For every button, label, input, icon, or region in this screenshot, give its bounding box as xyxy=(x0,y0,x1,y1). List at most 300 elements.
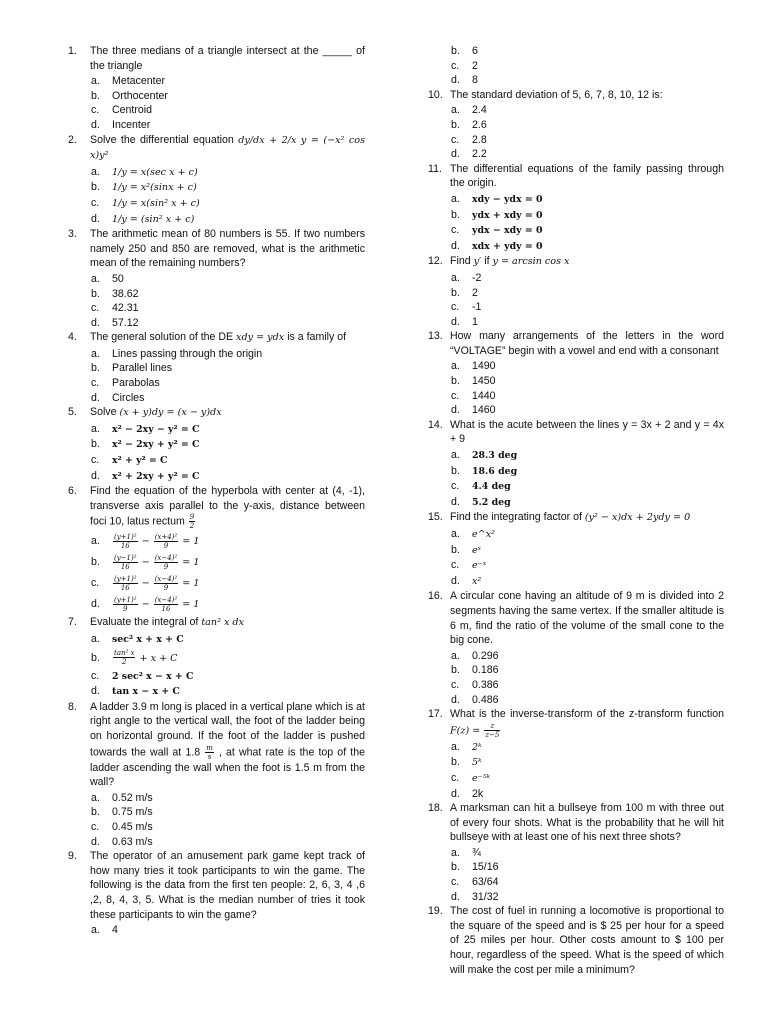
answer-option xyxy=(428,890,724,905)
question-text: Solve (x + y)dy = (x − y)dx xyxy=(90,406,222,419)
question-number: 11. xyxy=(428,162,442,175)
answer-option xyxy=(68,287,365,302)
option-letter: c. xyxy=(451,559,460,572)
answer-option xyxy=(428,223,724,239)
option-letter: b. xyxy=(451,464,460,477)
option-letter: b. xyxy=(451,861,460,874)
option-text: tan x − x + C xyxy=(112,686,180,698)
answer-option xyxy=(68,573,365,594)
options-list xyxy=(68,347,365,405)
option-text: 1/y = x(sin² x + c) xyxy=(112,197,200,209)
option-text: 4 xyxy=(112,924,118,937)
fraction-denominator: 16 xyxy=(161,605,171,614)
option-letter: b. xyxy=(91,181,100,194)
option-letter: d. xyxy=(451,693,460,706)
option-text: Incenter xyxy=(112,118,151,131)
option-text: 1 xyxy=(472,315,478,328)
fraction xyxy=(113,533,138,550)
option-letter: d. xyxy=(91,316,100,329)
answer-option xyxy=(428,527,724,543)
option-text: e⁻⁵ᵏ xyxy=(472,772,491,784)
option-letter: a. xyxy=(91,633,100,645)
option-text: eˣ xyxy=(472,544,482,556)
math-text: − xyxy=(138,599,153,611)
option-text: 2 xyxy=(472,59,478,72)
option-letter: b. xyxy=(451,375,460,388)
answer-option xyxy=(68,196,365,212)
answer-option xyxy=(428,147,724,162)
option-text: x² − 2xy − y² = C xyxy=(112,423,200,435)
answer-option xyxy=(428,448,724,464)
option-letter: d. xyxy=(451,890,460,903)
option-letter: a. xyxy=(451,740,460,753)
question-text: Find the equation of the hyperbola with center at (4, -1), transverse axis parallel to the y-axis, distance between foci 10, latus rectum $\frac{9}{2}$ xyxy=(90,485,365,531)
option-letter: b. xyxy=(451,664,460,677)
question xyxy=(428,589,724,647)
option-letter: c. xyxy=(451,876,460,889)
math-text: (x + y)dy = (x − y)dx xyxy=(119,407,222,419)
option-text: Orthocenter xyxy=(112,89,168,102)
fraction xyxy=(205,744,214,761)
math-text: (y² − x)dx + 2ydy = 0 xyxy=(584,512,691,524)
question-number: 10. xyxy=(428,88,443,101)
option-letter: a. xyxy=(451,104,460,117)
question-number: 17. xyxy=(428,708,443,721)
answer-option xyxy=(428,787,724,802)
option-text: 0.296 xyxy=(472,649,499,662)
answer-option xyxy=(68,301,365,316)
question-text: The three medians of a triangle intersect at the _____ of the triangle xyxy=(90,45,365,72)
option-text: 2ᵏ xyxy=(472,741,482,753)
options-list xyxy=(68,165,365,227)
option-text: 63/64 xyxy=(472,876,499,889)
answer-option xyxy=(428,846,724,861)
question-text: The operator of an amusement park game kept track of how many tries it took participants to win the game. The following is the data from the first ten people: 2, 6, 3, 4 ,6 ,2, 8, 4, 3, 5. What is the median number of tries it took these participants to win the game? xyxy=(90,850,365,921)
option-letter: c. xyxy=(91,302,100,315)
answer-option xyxy=(428,359,724,374)
answer-option xyxy=(68,74,365,89)
option-letter: c. xyxy=(451,59,460,72)
option-text: Circles xyxy=(112,391,145,404)
option-letter: a. xyxy=(451,192,460,205)
option-letter: b. xyxy=(91,651,100,664)
option-letter: a. xyxy=(91,924,100,937)
answer-option xyxy=(428,300,724,315)
fraction-numerator: tan² x xyxy=(114,649,135,658)
answer-option xyxy=(428,73,724,88)
question xyxy=(428,254,724,270)
option-letter: c. xyxy=(451,301,460,314)
option-text: 18.6 deg xyxy=(472,465,518,477)
option-letter: a. xyxy=(91,422,100,435)
option-text: 0.45 m/s xyxy=(112,820,153,833)
answer-option xyxy=(68,531,365,552)
answer-option xyxy=(68,923,365,938)
answer-option xyxy=(68,212,365,228)
question-number: 7. xyxy=(68,616,77,629)
option-letter: a. xyxy=(91,272,100,285)
question xyxy=(428,707,724,739)
answer-option xyxy=(428,771,724,787)
answer-option xyxy=(428,239,724,255)
option-text: 6 xyxy=(472,45,478,57)
question-text: The cost of fuel in running a locomotive is proportional to the square of the speed and is $ 25 per hour for a speed of 25 miles per hour. Other costs amount to $ 100 per hour, regardless of the speed. What is the speed of which will make the cost per mile a minimum? xyxy=(450,905,724,976)
option-letter: d. xyxy=(91,118,100,131)
answer-option xyxy=(428,860,724,875)
answer-option xyxy=(68,272,365,287)
option-letter: c. xyxy=(451,771,460,784)
options-list xyxy=(428,359,724,417)
math-text: = 1 xyxy=(179,557,200,569)
math-text: − xyxy=(138,578,153,590)
question xyxy=(68,849,365,922)
answer-option xyxy=(68,684,365,700)
answer-option xyxy=(68,805,365,820)
option-text: sec² x + x + C xyxy=(112,634,184,645)
question-number: 18. xyxy=(428,802,443,815)
answer-option xyxy=(68,361,365,376)
option-text: 1450 xyxy=(472,375,496,388)
fraction xyxy=(154,596,179,613)
option-letter: b. xyxy=(451,756,460,769)
fraction-denominator: 16 xyxy=(120,563,130,572)
option-text: Parallel lines xyxy=(112,362,173,375)
answer-option xyxy=(428,479,724,495)
math-text: = 1 xyxy=(179,536,200,548)
answer-option xyxy=(428,543,724,559)
options-list xyxy=(428,192,724,254)
question-number: 5. xyxy=(68,406,77,419)
fraction-denominator: 9 xyxy=(123,605,128,614)
question xyxy=(428,418,724,447)
math-text: = 1 xyxy=(179,578,200,590)
answer-option xyxy=(68,165,365,181)
option-letter: b. xyxy=(91,362,100,375)
math-text: xdy = ydx xyxy=(236,332,288,344)
options-list xyxy=(428,740,724,801)
answer-option xyxy=(68,118,365,133)
option-letter: b. xyxy=(91,89,100,102)
option-text: 0.386 xyxy=(472,678,499,691)
answer-option xyxy=(68,469,365,485)
question xyxy=(68,484,365,530)
question-text: A marksman can hit a bullseye from 100 m with three out of every four shots. What is the probability that he will hit bullseye with at least one of his next three shots? xyxy=(450,802,724,844)
question-text: A ladder 3.9 m long is placed in a vertical plane which is at right angle to the vertical wall, the foot of the ladder being on horizontal ground. If the foot of the ladder is pushed towards the wall at 1.8 $\frac{m}{s}$ , at what rate is the top of the ladder ascending the wall when the foot is 1.5 m from the wall? xyxy=(90,700,365,789)
answer-option xyxy=(68,791,365,806)
answer-option xyxy=(428,208,724,224)
question xyxy=(68,330,365,346)
option-text: 2.6 xyxy=(472,118,487,131)
fraction-denominator: 9 xyxy=(163,542,169,551)
option-letter: d. xyxy=(451,495,460,508)
answer-option xyxy=(68,632,365,648)
fraction-numerator: (y−1)² xyxy=(114,554,137,563)
answer-option xyxy=(68,835,365,850)
answer-option xyxy=(428,495,724,511)
option-text: 50 xyxy=(112,272,124,285)
answer-option xyxy=(68,552,365,573)
option-text: -2 xyxy=(472,271,482,284)
option-text: 5ᵏ xyxy=(472,757,482,769)
question-text: The arithmetic mean of 80 numbers is 55. If two numbers namely 250 and 850 are removed, what is the arithmetic mean of the remaining numbers? xyxy=(90,228,365,270)
answer-option xyxy=(428,574,724,590)
options-list-continued xyxy=(428,44,724,88)
question xyxy=(428,88,724,103)
math-text: − xyxy=(138,536,153,548)
fraction xyxy=(189,513,195,530)
question xyxy=(428,329,724,358)
answer-option xyxy=(68,669,365,685)
answer-option xyxy=(428,192,724,208)
option-text: e⁻ˣ xyxy=(472,560,487,572)
fraction-denominator: 2 xyxy=(189,522,195,531)
option-letter: b. xyxy=(91,806,100,819)
option-letter: d. xyxy=(91,391,100,404)
option-letter: c. xyxy=(91,820,100,833)
math-text: − xyxy=(138,557,153,569)
option-text: 2.2 xyxy=(472,148,487,161)
option-text: Lines passing through the origin xyxy=(112,347,263,360)
option-text: x² + 2xy + y² = C xyxy=(112,470,200,482)
question xyxy=(428,510,724,526)
answer-option xyxy=(428,118,724,133)
question xyxy=(428,904,724,977)
question-number: 15. xyxy=(428,511,443,524)
math-text: tan² x dx xyxy=(201,617,244,629)
answer-option xyxy=(68,180,365,196)
options-list xyxy=(68,632,365,700)
option-letter: c. xyxy=(91,669,100,682)
option-letter: a. xyxy=(91,165,100,178)
fraction-denominator: 9 xyxy=(163,563,169,572)
answer-option xyxy=(428,44,724,59)
option-letter: a. xyxy=(91,75,100,88)
question-text: Evaluate the integral of tan² x dx xyxy=(90,616,244,629)
option-letter: c. xyxy=(91,377,100,390)
question-text: The standard deviation of 5, 6, 7, 8, 10, 12 is: xyxy=(450,88,663,101)
option-text: e^x² xyxy=(472,529,495,540)
question xyxy=(428,801,724,845)
option-text: Metacenter xyxy=(112,75,165,88)
answer-option xyxy=(428,693,724,708)
fraction-numerator: m xyxy=(206,743,213,752)
question-text: What is the inverse-transform of the z-transform function F(z) = $\frac{z}{z-5}$ xyxy=(450,708,724,739)
option-text: 2.8 xyxy=(472,133,487,146)
math-text: + x + C xyxy=(136,652,178,664)
fraction xyxy=(113,554,138,571)
options-list xyxy=(428,271,724,329)
fraction-numerator: (x−4)² xyxy=(154,554,178,563)
question-number: 3. xyxy=(68,228,77,241)
fraction xyxy=(113,596,138,613)
answer-option xyxy=(428,133,724,148)
options-list xyxy=(68,74,365,132)
option-letter: d. xyxy=(451,787,460,800)
option-letter: c. xyxy=(91,577,100,590)
option-letter: c. xyxy=(451,133,460,146)
answer-option xyxy=(68,437,365,453)
answer-option xyxy=(428,740,724,756)
question-number: 6. xyxy=(68,485,77,498)
fraction-denominator: 16 xyxy=(120,542,130,551)
option-letter: b. xyxy=(451,45,460,57)
fraction xyxy=(113,575,138,592)
fraction-numerator: 9 xyxy=(189,513,195,522)
option-letter: a. xyxy=(451,271,460,284)
option-letter: d. xyxy=(451,315,460,328)
option-letter: a. xyxy=(451,649,460,662)
options-list xyxy=(428,103,724,161)
option-letter: c. xyxy=(91,196,100,209)
fraction-numerator: (x−4)² xyxy=(154,575,178,584)
right-column xyxy=(428,44,724,978)
question-text: Solve the differential equation dy/dx + 2/x y = (−x² cos x)y² xyxy=(90,133,365,162)
option-letter: a. xyxy=(451,846,460,859)
option-letter: b. xyxy=(451,208,460,221)
math-text: dy/dx + 2/x y = (−x² cos x)y² xyxy=(90,134,365,162)
answer-option xyxy=(428,286,724,301)
options-list xyxy=(428,649,724,707)
option-text: x² − 2xy + y² = C xyxy=(112,439,200,451)
option-text: 38.62 xyxy=(112,287,139,300)
option-text: 0.186 xyxy=(472,664,499,677)
options-list xyxy=(428,846,724,904)
answer-option xyxy=(68,820,365,835)
answer-option xyxy=(68,347,365,362)
option-letter: b. xyxy=(451,286,460,299)
option-text: 31/32 xyxy=(472,890,499,903)
option-text: 1440 xyxy=(472,389,496,402)
question-number: 12. xyxy=(428,255,443,268)
options-list xyxy=(428,527,724,589)
option-text: 1/y = (sin² x + c) xyxy=(112,213,195,225)
option-letter: b. xyxy=(91,287,100,300)
option-letter: a. xyxy=(91,791,100,804)
option-letter: d. xyxy=(451,148,460,161)
fraction xyxy=(154,575,179,592)
fraction-denominator: s xyxy=(207,752,212,761)
answer-option xyxy=(428,374,724,389)
answer-option xyxy=(428,875,724,890)
option-text: 2 xyxy=(472,286,478,299)
option-text: 2 sec² x − x + C xyxy=(112,670,194,682)
option-text: 15/16 xyxy=(472,861,499,874)
option-text: ydx − xdy = 0 xyxy=(472,225,543,237)
option-text: ydx + xdy = 0 xyxy=(472,209,543,221)
fraction xyxy=(154,533,179,550)
answer-option xyxy=(428,464,724,480)
answer-option xyxy=(428,389,724,404)
fraction-denominator: z−5 xyxy=(485,730,500,739)
options-list xyxy=(68,422,365,484)
question-text: The differential equations of the family passing through the origin. xyxy=(450,162,724,190)
option-text: 5.2 deg xyxy=(472,496,511,508)
option-letter: d. xyxy=(91,212,100,225)
option-text: x² + y² = C xyxy=(112,455,168,467)
question-number: 9. xyxy=(68,850,77,863)
fraction-numerator: (x+4)² xyxy=(154,533,178,542)
question xyxy=(68,700,365,790)
fraction xyxy=(484,722,500,739)
option-text: ¾ xyxy=(472,846,481,859)
question xyxy=(68,133,365,164)
question xyxy=(68,44,365,73)
option-letter: b. xyxy=(451,118,460,131)
option-text: 2k xyxy=(472,787,484,800)
question-text: The general solution of the DE xdy = ydx is a family of xyxy=(90,331,347,344)
option-text: 0.52 m/s xyxy=(112,791,153,804)
answer-option xyxy=(68,103,365,118)
answer-option xyxy=(428,271,724,286)
question-text: Find y′ if y = arcsin cos x xyxy=(450,255,570,268)
fraction-numerator: z xyxy=(484,722,500,731)
option-text: 28.3 deg xyxy=(472,450,518,462)
fraction-numerator: (y+1)² xyxy=(114,533,137,542)
option-letter: c. xyxy=(451,480,460,493)
option-letter: c. xyxy=(451,389,460,402)
option-text: Centroid xyxy=(112,104,153,117)
question-number: 13. xyxy=(428,330,443,343)
option-letter: d. xyxy=(91,835,100,848)
answer-option xyxy=(428,755,724,771)
answer-option xyxy=(68,422,365,438)
option-letter: a. xyxy=(451,528,460,540)
option-text: 2.4 xyxy=(472,104,487,117)
option-text: 0.75 m/s xyxy=(112,806,153,819)
question-number: 16. xyxy=(428,590,443,603)
option-letter: d. xyxy=(91,598,100,611)
math-text: F(z) = xyxy=(450,725,484,737)
question-number: 8. xyxy=(68,700,77,713)
option-text: 1490 xyxy=(472,360,496,373)
question-number: 1. xyxy=(68,45,77,57)
question-text: What is the acute between the lines y = 3x + 2 and y = 4x + 9 xyxy=(450,418,724,446)
math-text: y = arcsin cos x xyxy=(492,256,570,268)
option-letter: d. xyxy=(451,404,460,417)
fraction xyxy=(113,649,135,666)
option-text: xdy − ydx = 0 xyxy=(472,193,543,205)
options-list xyxy=(68,531,365,615)
options-list xyxy=(68,272,365,330)
option-text: 0.486 xyxy=(472,693,499,706)
question-number: 14. xyxy=(428,418,443,431)
fraction-numerator: (y+1)² xyxy=(114,596,137,605)
answer-option xyxy=(428,315,724,330)
options-list xyxy=(68,791,365,849)
option-text: 8 xyxy=(472,74,478,87)
answer-option xyxy=(428,663,724,678)
left-column xyxy=(68,44,365,938)
answer-option xyxy=(68,316,365,331)
question-text: How many arrangements of the letters in the word “VOLTAGE” begin with a vowel and end with a consonant xyxy=(450,330,724,357)
options-list xyxy=(68,923,365,938)
option-letter: b. xyxy=(91,438,100,451)
option-letter: d. xyxy=(91,469,100,482)
question xyxy=(68,405,365,421)
option-letter: a. xyxy=(91,347,100,360)
math-text: y′ xyxy=(473,256,485,268)
option-letter: d. xyxy=(451,574,460,587)
answer-option xyxy=(428,103,724,118)
option-text: x² xyxy=(472,575,482,587)
answer-option xyxy=(428,558,724,574)
option-text: Parabolas xyxy=(112,377,160,390)
question-number: 19. xyxy=(428,905,443,918)
option-text: 1/y = x(sec x + c) xyxy=(112,166,198,178)
option-text: 1/y = x²(sinx + c) xyxy=(112,182,197,194)
answer-option xyxy=(68,89,365,104)
option-text: 42.31 xyxy=(112,302,139,315)
